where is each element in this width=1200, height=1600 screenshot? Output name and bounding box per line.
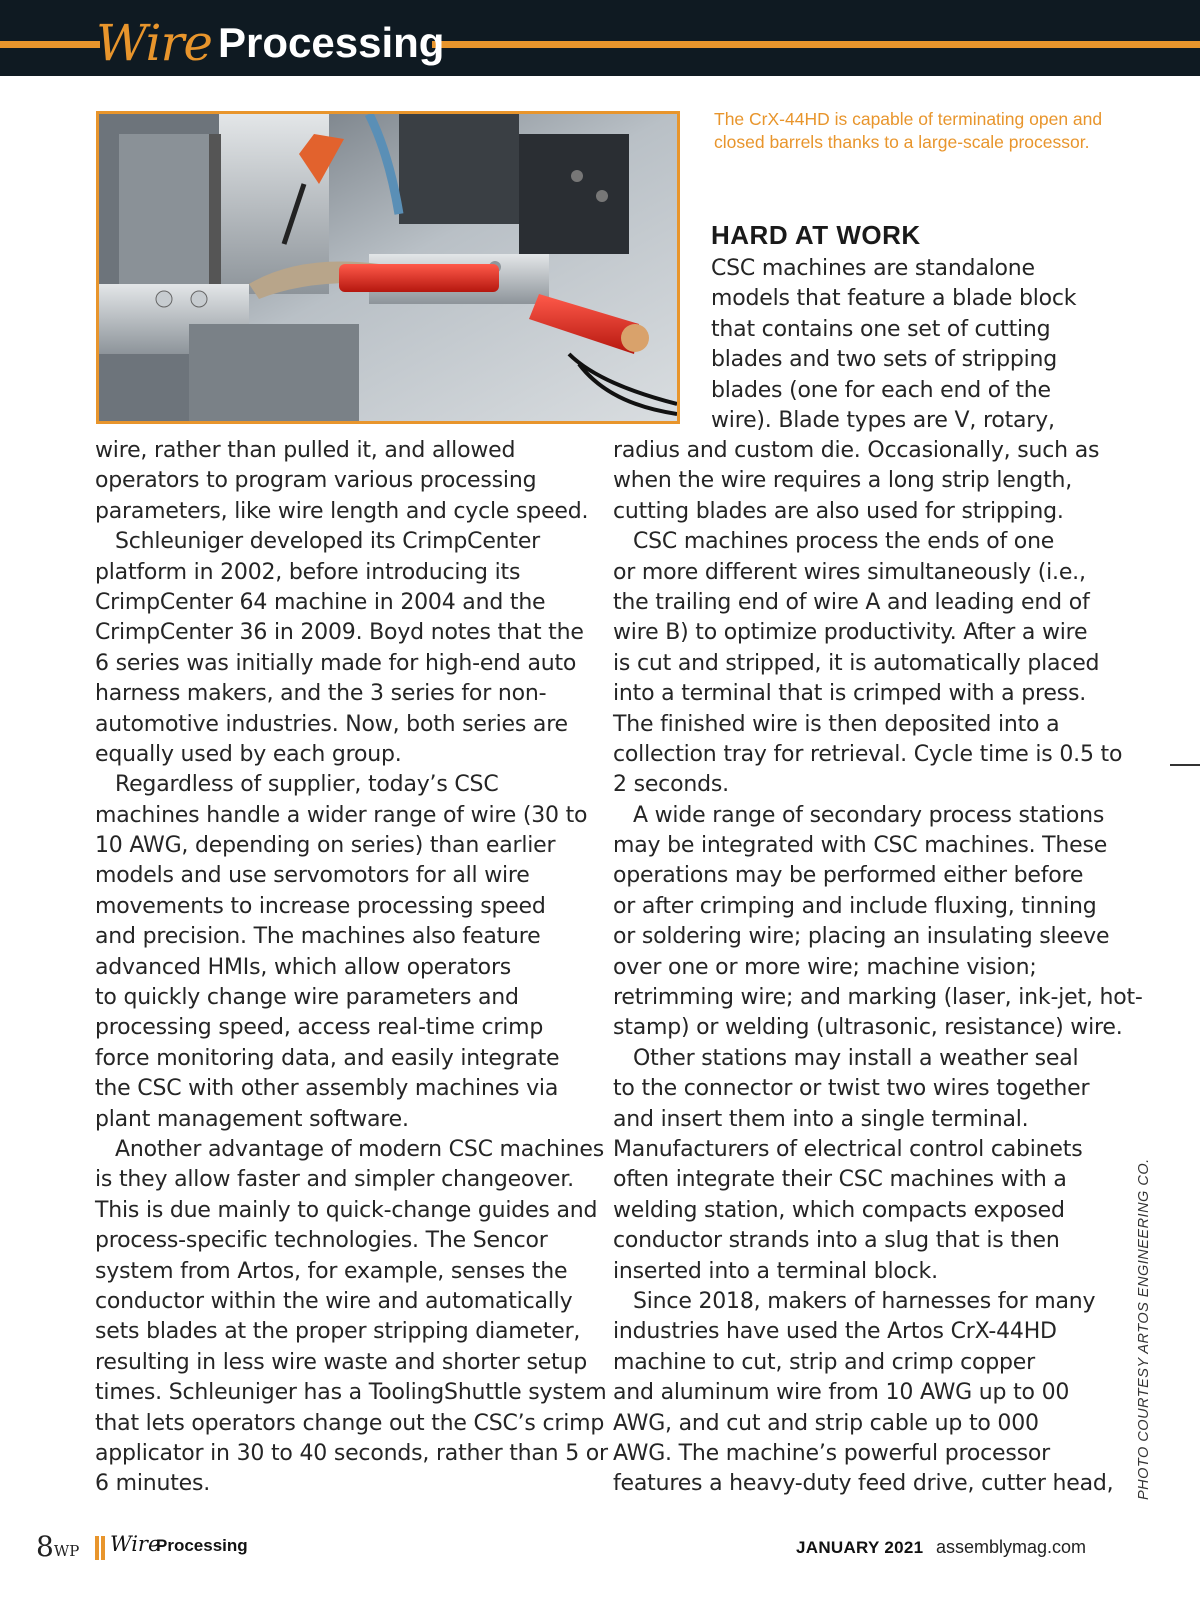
text-line: machines handle a wider range of wire (30 to	[95, 802, 588, 828]
text-line: 2 seconds.	[613, 772, 729, 798]
page-number-suffix: WP	[53, 1542, 80, 1560]
text-line: platform in 2002, before introducing its	[95, 559, 521, 585]
text-line: blades (one for each end of the	[711, 377, 1051, 403]
text-line: welding station, which compacts exposed	[613, 1197, 1065, 1223]
text-line: movements to increase processing speed	[95, 893, 546, 919]
text-line: the CSC with other assembly machines via	[95, 1076, 559, 1102]
text-line: AWG, and cut and strip cable up to 000	[613, 1410, 1039, 1436]
text-line: wire). Blade types are V, rotary,	[711, 407, 1055, 433]
text-line: parameters, like wire length and cycle speed.	[95, 498, 589, 524]
text-line: industries have used the Artos CrX-44HD	[613, 1319, 1057, 1345]
text-line: force monitoring data, and easily integrate	[95, 1045, 560, 1071]
section-title-script: Wire	[96, 14, 212, 72]
page-header	[0, 0, 1200, 76]
text-line: to quickly change wire parameters and	[95, 985, 519, 1011]
text-line: over one or more wire; machine vision;	[613, 954, 1037, 980]
page-number-value: 8	[36, 1530, 54, 1563]
text-line: that lets operators change out the CSC’s crimp	[95, 1410, 605, 1436]
text-line: times. Schleuniger has a ToolingShuttle system	[95, 1380, 607, 1406]
section-title-bold: Processing	[218, 19, 445, 66]
text-line: processing speed, access real-time crimp	[95, 1015, 544, 1041]
header-rule-left	[0, 41, 100, 48]
text-line: and insert them into a single terminal.	[613, 1106, 1029, 1132]
text-line: advanced HMIs, which allow operators	[95, 954, 512, 980]
text-line: the trailing end of wire A and leading end of	[613, 589, 1090, 615]
website-link[interactable]: assemblymag.com	[936, 1537, 1087, 1557]
footer-brand-bold: Processing	[156, 1536, 248, 1555]
text-line: Other stations may install a weather seal	[633, 1045, 1079, 1071]
text-line: automotive industries. Now, both series are	[95, 711, 568, 737]
text-line: CSC machines are standalone	[711, 256, 1035, 281]
text-line: operators to program various processing	[95, 468, 537, 494]
text-line: This is due mainly to quick-change guides and	[95, 1197, 598, 1223]
text-line: wire, rather than pulled it, and allowed	[95, 438, 516, 463]
text-line: that contains one set of cutting	[711, 316, 1051, 342]
text-line: A wide range of secondary process stations	[633, 802, 1105, 828]
text-line: inserted into a terminal block.	[613, 1258, 938, 1284]
article-column-left	[95, 436, 608, 1500]
text-line: AWG. The machine’s powerful processor	[613, 1440, 1050, 1466]
text-line: process-specific technologies. The Sencor	[95, 1228, 548, 1254]
text-line: operations may be performed either before	[613, 863, 1084, 889]
text-line: wire B) to optimize productivity. After a wire	[613, 620, 1088, 646]
footer-bar-1	[95, 1536, 99, 1560]
text-line: 6 minutes.	[95, 1471, 211, 1497]
text-line: is cut and stripped, it is automatically placed	[613, 650, 1100, 676]
text-line: 10 AWG, depending on series) than earlier	[95, 833, 556, 859]
text-line: system from Artos, for example, senses the	[95, 1258, 568, 1284]
machine-photo-illustration	[99, 114, 677, 421]
text-line: 6 series was initially made for high-end auto	[95, 650, 577, 676]
text-line: models that feature a blade block	[711, 286, 1077, 312]
text-line: plant management software.	[95, 1106, 409, 1132]
text-line: when the wire requires a long strip length,	[613, 468, 1073, 494]
text-line: stamp) or welding (ultrasonic, resistance) wire.	[613, 1015, 1123, 1041]
page-number	[36, 1530, 79, 1563]
text-line: and precision. The machines also feature	[95, 924, 541, 950]
text-line: CSC machines process the ends of one	[633, 529, 1055, 555]
text-line: models and use servomotors for all wire	[95, 863, 530, 889]
text-line: applicator in 30 to 40 seconds, rather than 5 or	[95, 1440, 608, 1466]
margin-mark	[1170, 764, 1200, 766]
text-line: retrimming wire; and marking (laser, ink-jet, hot-	[613, 985, 1143, 1011]
footer-bar-2	[101, 1536, 105, 1560]
machine-photo	[96, 111, 680, 424]
text-line: CrimpCenter 36 in 2009. Boyd notes that the	[95, 620, 584, 646]
text-line: Schleuniger developed its CrimpCenter	[115, 529, 541, 555]
article-column-right-top	[711, 254, 1111, 436]
text-line: blades and two sets of stripping	[711, 347, 1058, 373]
photo-credit: PHOTO COURTESY ARTOS ENGINEERING CO.	[1136, 1158, 1152, 1500]
issue-date: JANUARY 2021	[796, 1538, 924, 1557]
text-line: may be integrated with CSC machines. These	[613, 833, 1108, 859]
text-line: Regardless of supplier, today’s CSC	[115, 772, 499, 798]
header-rule-right	[432, 41, 1200, 48]
text-line: to the connector or twist two wires together	[613, 1076, 1090, 1102]
text-line: radius and custom die. Occasionally, such as	[613, 438, 1100, 463]
text-line: is they allow faster and simpler changeover.	[95, 1167, 574, 1193]
footer-brand-script: Wire	[110, 1532, 161, 1556]
photo-caption: The CrX-44HD is capable of terminating open and closed barrels thanks to a large-scale processor.	[714, 109, 1103, 152]
text-line: or after crimping and include fluxing, tinning	[613, 893, 1097, 919]
text-line: equally used by each group.	[95, 741, 402, 767]
text-line: features a heavy-duty feed drive, cutter head,	[613, 1471, 1114, 1497]
section-title	[96, 10, 444, 70]
text-line: into a terminal that is crimped with a press.	[613, 681, 1087, 707]
text-line: cutting blades are also used for stripping.	[613, 498, 1064, 524]
article-column-right	[613, 436, 1143, 1500]
text-line: or more different wires simultaneously (i.e.,	[613, 559, 1086, 585]
text-line: and aluminum wire from 10 AWG up to 00	[613, 1380, 1070, 1406]
text-line: Since 2018, makers of harnesses for many	[633, 1288, 1096, 1314]
text-line: collection tray for retrieval. Cycle time is 0.5 to	[613, 741, 1123, 767]
page-footer	[0, 1530, 1200, 1580]
text-line: CrimpCenter 64 machine in 2004 and the	[95, 589, 546, 615]
section-heading: HARD AT WORK	[711, 220, 921, 250]
text-line: The finished wire is then deposited into a	[613, 711, 1060, 737]
text-line: conductor within the wire and automatically	[95, 1288, 573, 1314]
text-line: resulting in less wire waste and shorter setup	[95, 1349, 587, 1375]
text-line: conductor strands into a slug that is then	[613, 1228, 1060, 1254]
text-line: machine to cut, strip and crimp copper	[613, 1349, 1035, 1375]
text-line: often integrate their CSC machines with a	[613, 1167, 1067, 1193]
text-line: or soldering wire; placing an insulating sleeve	[613, 924, 1110, 950]
text-line: Another advantage of modern CSC machines	[115, 1136, 604, 1162]
text-line: harness makers, and the 3 series for non-	[95, 681, 547, 707]
text-line: sets blades at the proper stripping diameter,	[95, 1319, 581, 1345]
text-line: Manufacturers of electrical control cabinets	[613, 1136, 1083, 1162]
